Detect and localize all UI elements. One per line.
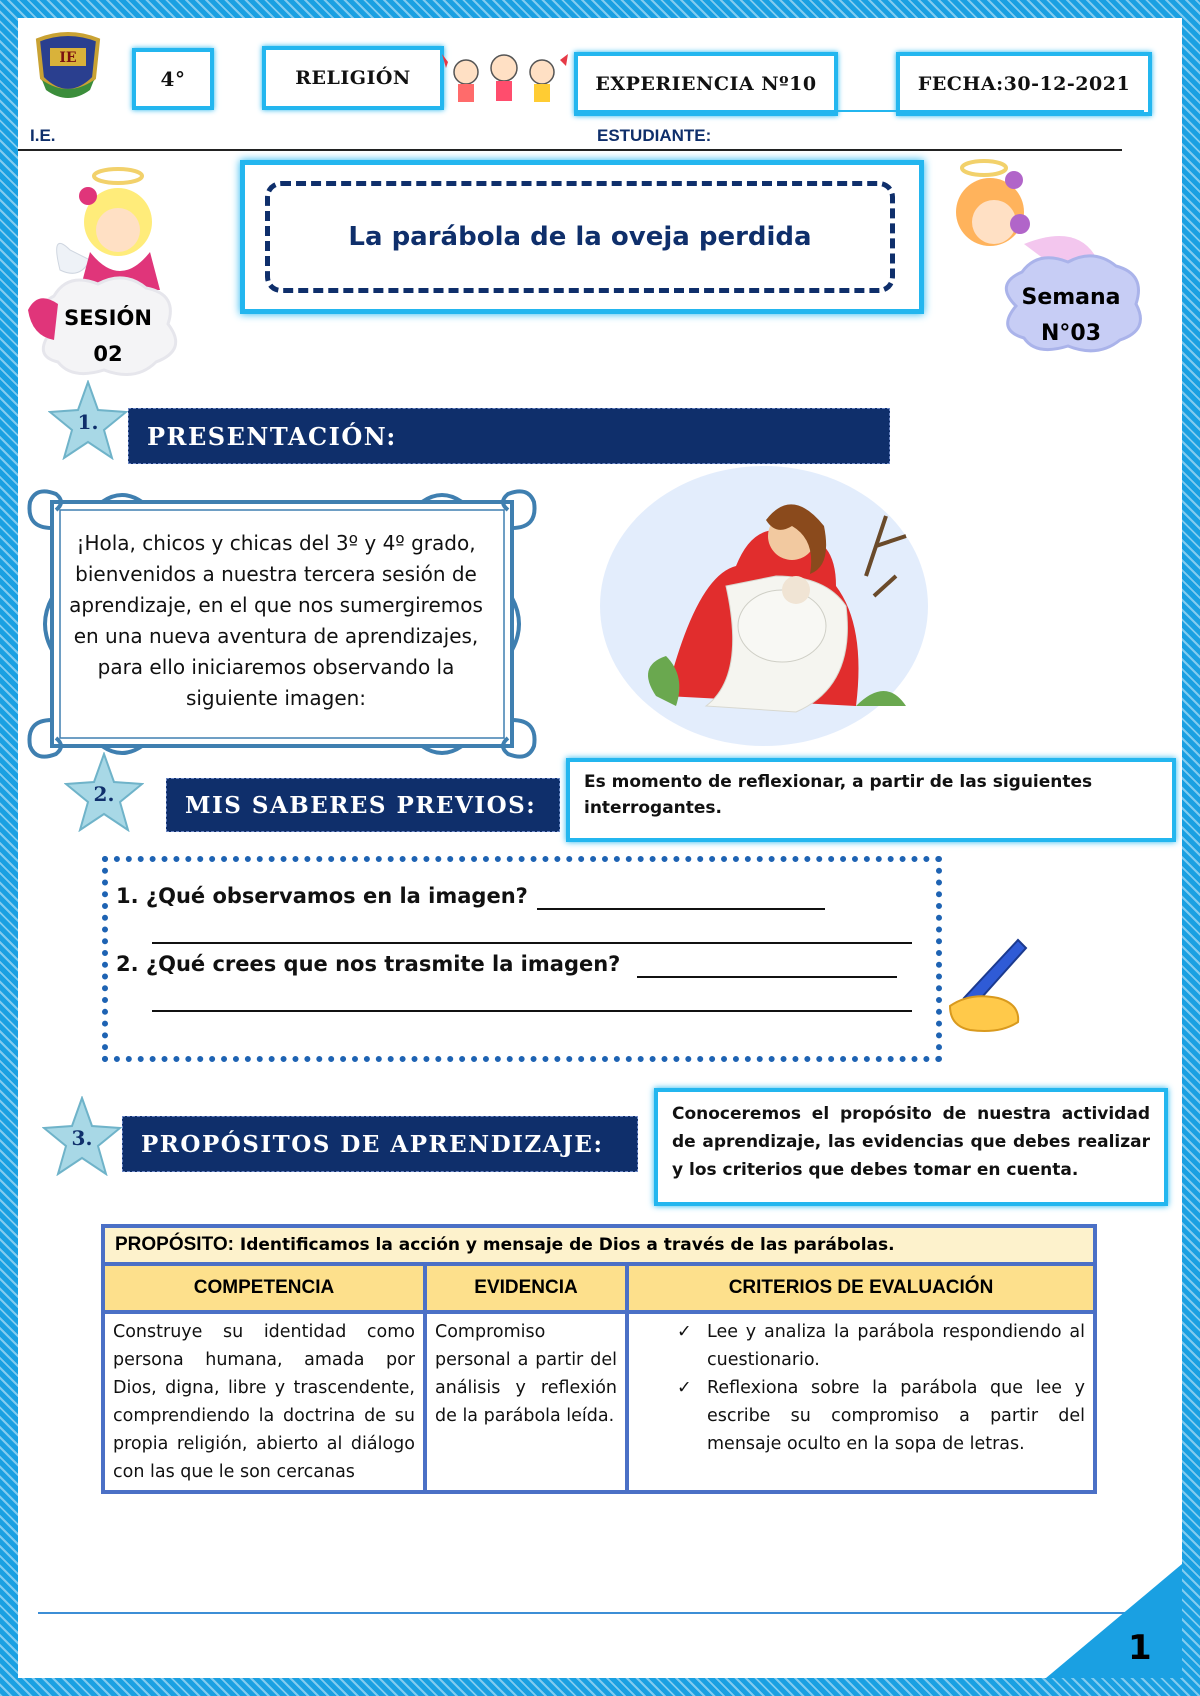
header-accent-line: [574, 110, 1144, 112]
section-3-star: [42, 1096, 122, 1176]
session-line1: SESIÓN: [64, 306, 152, 330]
school-logo: [28, 30, 108, 104]
purpose-label: PROPÓSITO:: [115, 1234, 234, 1255]
purpose-note-text: Conoceremos el propósito de nuestra actividad de aprendizaje, las evidencias que debes realizar y los criterios que debes tomar en cuenta.: [672, 1104, 1150, 1180]
reflect-note-box: [566, 758, 1176, 842]
session-line2: 02: [93, 342, 123, 366]
criterios-cell: [627, 1312, 1095, 1492]
page-number: 1: [1128, 1628, 1152, 1668]
section-3-number: 3.: [71, 1126, 93, 1150]
title-frame: [240, 160, 924, 314]
page-title: La parábola de la oveja perdida: [348, 222, 812, 252]
answer-line-2b[interactable]: [152, 1010, 912, 1012]
header-criterios: CRITERIOS DE EVALUACIÓN: [627, 1264, 1095, 1312]
question-2: [116, 952, 620, 976]
answer-line-1b[interactable]: [152, 942, 912, 944]
competencia-cell: Construye su identidad como persona humana, amada por Dios, digna, libre y trascendente, comprendiendo la doctrina de su propia religión, abierto al diálogo con las que le son cercanas: [103, 1312, 425, 1492]
jesus-lamb-illustration: [596, 456, 932, 748]
session-label: [48, 300, 168, 372]
question-1-text: ¿Qué observamos en la imagen?: [145, 884, 528, 908]
header-evidencia: EVIDENCIA: [425, 1264, 627, 1312]
week-label: [1006, 280, 1136, 352]
date-box: [896, 52, 1152, 116]
section-3-banner: [122, 1116, 638, 1172]
footer-line: [38, 1612, 1128, 1614]
section-1-star: [48, 380, 128, 460]
section-2-title: MIS SABERES PREVIOS:: [185, 791, 537, 819]
week-line2: N°03: [1040, 321, 1102, 346]
section-2-banner: [166, 778, 560, 832]
grade-box: [132, 48, 214, 110]
children-illustration: [442, 50, 572, 112]
section-1-number: 1.: [77, 410, 99, 434]
question-1-number: 1.: [116, 884, 139, 908]
title-inner: [265, 181, 895, 293]
reflect-note-text: Es momento de reflexionar, a partir de las siguientes interrogantes.: [584, 772, 1093, 818]
writing-hand-icon: [940, 936, 1030, 1036]
question-1: [116, 884, 528, 908]
purpose-text: Identificamos la acción y mensaje de Dios a través de las parábolas.: [239, 1235, 895, 1255]
answer-line-2a[interactable]: [637, 976, 897, 978]
ie-label: I.E.: [30, 126, 56, 145]
answer-line-1a[interactable]: [537, 908, 825, 910]
student-line: [18, 149, 1122, 151]
student-label: ESTUDIANTE:: [597, 126, 712, 145]
criterion-item: ✓ Reflexiona sobre la parábola que lee y escribe su compromiso a partir del mensaje oculto en la sopa de letras.: [677, 1374, 1085, 1458]
subject-text: RELIGIÓN: [295, 67, 411, 89]
question-2-text: ¿Qué crees que nos trasmite la imagen?: [145, 952, 621, 976]
date-text: FECHA:30-12-2021: [917, 73, 1131, 95]
section-2-star: [64, 752, 144, 832]
corner-triangle: [1046, 1564, 1182, 1678]
purpose-table: [101, 1224, 1097, 1494]
grade-text: 4°: [160, 67, 186, 91]
evidencia-cell: Compromiso personal a partir del análisis y reflexión de la parábola leída.: [425, 1312, 627, 1492]
header-competencia: COMPETENCIA: [103, 1264, 425, 1312]
section-1-title: PRESENTACIÓN:: [147, 421, 397, 451]
greeting-text: ¡Hola, chicos y chicas del 3º y 4º grado, bienvenidos a nuestra tercera sesión de aprendizaje, en el que nos sumergiremos en una nueva aventura de aprendizajes, para ello iniciaremos observando la siguiente imagen:: [69, 531, 483, 710]
question-2-number: 2.: [116, 952, 139, 976]
week-line1: Semana: [1021, 285, 1121, 310]
purpose-note-box: [654, 1088, 1168, 1206]
section-2-number: 2.: [93, 782, 115, 806]
criterion-item: ✓ Lee y analiza la parábola respondiendo al cuestionario.: [677, 1318, 1085, 1374]
section-3-title: PROPÓSITOS DE APRENDIZAJE:: [141, 1130, 604, 1158]
svg-text:IE: IE: [59, 50, 77, 66]
experience-text: EXPERIENCIA Nº10: [595, 73, 817, 95]
subject-box: [262, 46, 444, 110]
experience-box: [574, 52, 838, 116]
purpose-row: [103, 1226, 1095, 1264]
